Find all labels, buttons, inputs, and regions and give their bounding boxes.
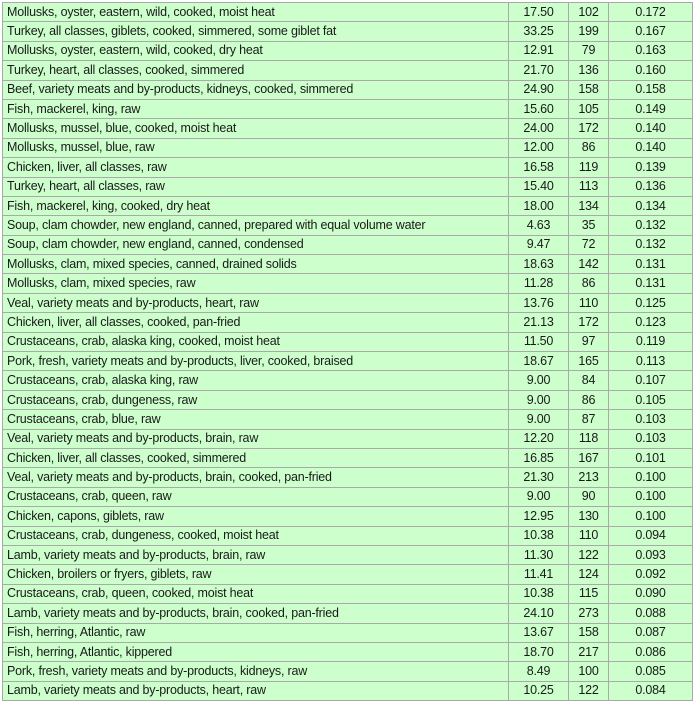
- value-3-cell: 0.103: [609, 429, 693, 448]
- value-1-cell: 16.85: [509, 448, 569, 467]
- table-row: [3, 293, 693, 312]
- value-2-cell: 134: [569, 196, 609, 215]
- value-1-cell: 4.63: [509, 216, 569, 235]
- value-3-cell: 0.087: [609, 623, 693, 642]
- food-name-cell: Mollusks, oyster, eastern, wild, cooked, dry heat: [3, 41, 509, 60]
- value-3-cell: 0.094: [609, 526, 693, 545]
- value-3-cell: 0.167: [609, 22, 693, 41]
- food-name-cell: Crustaceans, crab, blue, raw: [3, 410, 509, 429]
- food-name-cell: Pork, fresh, variety meats and by-products, kidneys, raw: [3, 662, 509, 681]
- value-1-cell: 15.60: [509, 99, 569, 118]
- table-row: [3, 274, 693, 293]
- table-row: [3, 468, 693, 487]
- value-2-cell: 165: [569, 352, 609, 371]
- value-2-cell: 86: [569, 390, 609, 409]
- food-name-cell: Fish, herring, Atlantic, kippered: [3, 642, 509, 661]
- value-3-cell: 0.163: [609, 41, 693, 60]
- food-name-cell: Mollusks, mussel, blue, cooked, moist heat: [3, 119, 509, 138]
- table-row: [3, 604, 693, 623]
- value-1-cell: 12.95: [509, 507, 569, 526]
- food-name-cell: Crustaceans, crab, queen, raw: [3, 487, 509, 506]
- table-row: [3, 352, 693, 371]
- food-name-cell: Chicken, liver, all classes, cooked, pan-fried: [3, 313, 509, 332]
- value-3-cell: 0.090: [609, 584, 693, 603]
- value-1-cell: 33.25: [509, 22, 569, 41]
- value-2-cell: 217: [569, 642, 609, 661]
- value-1-cell: 12.00: [509, 138, 569, 157]
- value-1-cell: 24.10: [509, 604, 569, 623]
- value-1-cell: 11.28: [509, 274, 569, 293]
- food-name-cell: Veal, variety meats and by-products, brain, cooked, pan-fried: [3, 468, 509, 487]
- value-1-cell: 24.00: [509, 119, 569, 138]
- food-name-cell: Turkey, all classes, giblets, cooked, simmered, some giblet fat: [3, 22, 509, 41]
- food-name-cell: Fish, mackerel, king, raw: [3, 99, 509, 118]
- value-2-cell: 199: [569, 22, 609, 41]
- value-2-cell: 172: [569, 119, 609, 138]
- value-1-cell: 21.13: [509, 313, 569, 332]
- value-3-cell: 0.139: [609, 158, 693, 177]
- value-1-cell: 9.00: [509, 487, 569, 506]
- table-row: [3, 642, 693, 661]
- value-1-cell: 16.58: [509, 158, 569, 177]
- value-1-cell: 12.20: [509, 429, 569, 448]
- value-3-cell: 0.107: [609, 371, 693, 390]
- value-3-cell: 0.084: [609, 681, 693, 700]
- table-row: [3, 681, 693, 700]
- food-name-cell: Veal, variety meats and by-products, heart, raw: [3, 293, 509, 312]
- value-3-cell: 0.125: [609, 293, 693, 312]
- value-1-cell: 9.00: [509, 371, 569, 390]
- value-3-cell: 0.119: [609, 332, 693, 351]
- value-1-cell: 11.30: [509, 545, 569, 564]
- table-row: [3, 99, 693, 118]
- table-row: [3, 255, 693, 274]
- value-1-cell: 10.25: [509, 681, 569, 700]
- food-name-cell: Soup, clam chowder, new england, canned, condensed: [3, 235, 509, 254]
- table-row: [3, 177, 693, 196]
- table-row: [3, 158, 693, 177]
- value-3-cell: 0.160: [609, 61, 693, 80]
- food-name-cell: Crustaceans, crab, alaska king, raw: [3, 371, 509, 390]
- value-3-cell: 0.149: [609, 99, 693, 118]
- value-1-cell: 11.50: [509, 332, 569, 351]
- value-3-cell: 0.134: [609, 196, 693, 215]
- value-2-cell: 90: [569, 487, 609, 506]
- value-3-cell: 0.132: [609, 216, 693, 235]
- value-3-cell: 0.086: [609, 642, 693, 661]
- value-1-cell: 21.70: [509, 61, 569, 80]
- value-2-cell: 110: [569, 293, 609, 312]
- table-row: [3, 507, 693, 526]
- value-1-cell: 18.70: [509, 642, 569, 661]
- value-3-cell: 0.103: [609, 410, 693, 429]
- food-name-cell: Turkey, heart, all classes, cooked, simmered: [3, 61, 509, 80]
- value-1-cell: 8.49: [509, 662, 569, 681]
- value-3-cell: 0.136: [609, 177, 693, 196]
- value-2-cell: 86: [569, 138, 609, 157]
- value-2-cell: 100: [569, 662, 609, 681]
- table-row: [3, 196, 693, 215]
- value-2-cell: 118: [569, 429, 609, 448]
- table-row: [3, 3, 693, 22]
- food-name-cell: Lamb, variety meats and by-products, brain, cooked, pan-fried: [3, 604, 509, 623]
- value-1-cell: 9.47: [509, 235, 569, 254]
- table-row: [3, 119, 693, 138]
- food-name-cell: Veal, variety meats and by-products, brain, raw: [3, 429, 509, 448]
- value-3-cell: 0.158: [609, 80, 693, 99]
- value-3-cell: 0.100: [609, 507, 693, 526]
- table-row: [3, 410, 693, 429]
- value-3-cell: 0.113: [609, 352, 693, 371]
- value-2-cell: 172: [569, 313, 609, 332]
- value-2-cell: 158: [569, 623, 609, 642]
- value-1-cell: 18.67: [509, 352, 569, 371]
- value-2-cell: 119: [569, 158, 609, 177]
- value-3-cell: 0.085: [609, 662, 693, 681]
- value-1-cell: 11.41: [509, 565, 569, 584]
- value-2-cell: 105: [569, 99, 609, 118]
- value-2-cell: 136: [569, 61, 609, 80]
- food-name-cell: Chicken, liver, all classes, raw: [3, 158, 509, 177]
- food-name-cell: Mollusks, oyster, eastern, wild, cooked, moist heat: [3, 3, 509, 22]
- food-name-cell: Mollusks, clam, mixed species, raw: [3, 274, 509, 293]
- value-2-cell: 110: [569, 526, 609, 545]
- value-2-cell: 113: [569, 177, 609, 196]
- value-1-cell: 10.38: [509, 584, 569, 603]
- table-row: [3, 545, 693, 564]
- value-3-cell: 0.132: [609, 235, 693, 254]
- value-1-cell: 15.40: [509, 177, 569, 196]
- value-2-cell: 142: [569, 255, 609, 274]
- value-3-cell: 0.105: [609, 390, 693, 409]
- food-name-cell: Lamb, variety meats and by-products, heart, raw: [3, 681, 509, 700]
- value-2-cell: 84: [569, 371, 609, 390]
- value-2-cell: 122: [569, 545, 609, 564]
- food-name-cell: Pork, fresh, variety meats and by-products, liver, cooked, braised: [3, 352, 509, 371]
- value-1-cell: 12.91: [509, 41, 569, 60]
- food-name-cell: Beef, variety meats and by-products, kidneys, cooked, simmered: [3, 80, 509, 99]
- table-row: [3, 80, 693, 99]
- table-row: [3, 22, 693, 41]
- food-data-table: [2, 2, 693, 701]
- value-2-cell: 72: [569, 235, 609, 254]
- value-1-cell: 13.76: [509, 293, 569, 312]
- value-2-cell: 97: [569, 332, 609, 351]
- table-row: [3, 235, 693, 254]
- food-name-cell: Crustaceans, crab, dungeness, raw: [3, 390, 509, 409]
- food-name-cell: Mollusks, clam, mixed species, canned, drained solids: [3, 255, 509, 274]
- value-2-cell: 213: [569, 468, 609, 487]
- value-1-cell: 18.00: [509, 196, 569, 215]
- value-1-cell: 24.90: [509, 80, 569, 99]
- value-2-cell: 158: [569, 80, 609, 99]
- value-2-cell: 124: [569, 565, 609, 584]
- table-row: [3, 313, 693, 332]
- food-name-cell: Mollusks, mussel, blue, raw: [3, 138, 509, 157]
- food-name-cell: Chicken, broilers or fryers, giblets, raw: [3, 565, 509, 584]
- value-2-cell: 122: [569, 681, 609, 700]
- value-3-cell: 0.140: [609, 138, 693, 157]
- value-2-cell: 79: [569, 41, 609, 60]
- value-2-cell: 102: [569, 3, 609, 22]
- table-row: [3, 332, 693, 351]
- value-2-cell: 273: [569, 604, 609, 623]
- table-row: [3, 390, 693, 409]
- table-row: [3, 61, 693, 80]
- table-row: [3, 526, 693, 545]
- value-3-cell: 0.088: [609, 604, 693, 623]
- food-name-cell: Fish, herring, Atlantic, raw: [3, 623, 509, 642]
- value-3-cell: 0.101: [609, 448, 693, 467]
- table-row: [3, 371, 693, 390]
- value-3-cell: 0.131: [609, 255, 693, 274]
- value-3-cell: 0.172: [609, 3, 693, 22]
- value-3-cell: 0.100: [609, 468, 693, 487]
- value-1-cell: 18.63: [509, 255, 569, 274]
- food-name-cell: Crustaceans, crab, alaska king, cooked, moist heat: [3, 332, 509, 351]
- table-row: [3, 448, 693, 467]
- table-row: [3, 429, 693, 448]
- value-2-cell: 87: [569, 410, 609, 429]
- value-1-cell: 21.30: [509, 468, 569, 487]
- food-name-cell: Fish, mackerel, king, cooked, dry heat: [3, 196, 509, 215]
- food-name-cell: Turkey, heart, all classes, raw: [3, 177, 509, 196]
- table-row: [3, 584, 693, 603]
- food-name-cell: Soup, clam chowder, new england, canned, prepared with equal volume water: [3, 216, 509, 235]
- table-row: [3, 623, 693, 642]
- value-3-cell: 0.092: [609, 565, 693, 584]
- table-row: [3, 138, 693, 157]
- value-2-cell: 35: [569, 216, 609, 235]
- table-row: [3, 487, 693, 506]
- value-1-cell: 17.50: [509, 3, 569, 22]
- food-name-cell: Chicken, capons, giblets, raw: [3, 507, 509, 526]
- value-1-cell: 13.67: [509, 623, 569, 642]
- value-1-cell: 9.00: [509, 390, 569, 409]
- value-3-cell: 0.123: [609, 313, 693, 332]
- value-1-cell: 9.00: [509, 410, 569, 429]
- table-row: [3, 216, 693, 235]
- value-2-cell: 167: [569, 448, 609, 467]
- table-row: [3, 565, 693, 584]
- food-name-cell: Chicken, liver, all classes, cooked, simmered: [3, 448, 509, 467]
- value-3-cell: 0.140: [609, 119, 693, 138]
- value-3-cell: 0.093: [609, 545, 693, 564]
- value-2-cell: 86: [569, 274, 609, 293]
- table-row: [3, 662, 693, 681]
- value-3-cell: 0.100: [609, 487, 693, 506]
- value-1-cell: 10.38: [509, 526, 569, 545]
- table-row: [3, 41, 693, 60]
- value-2-cell: 115: [569, 584, 609, 603]
- table-body: [3, 3, 693, 701]
- food-name-cell: Crustaceans, crab, queen, cooked, moist heat: [3, 584, 509, 603]
- value-2-cell: 130: [569, 507, 609, 526]
- food-name-cell: Crustaceans, crab, dungeness, cooked, moist heat: [3, 526, 509, 545]
- food-name-cell: Lamb, variety meats and by-products, brain, raw: [3, 545, 509, 564]
- value-3-cell: 0.131: [609, 274, 693, 293]
